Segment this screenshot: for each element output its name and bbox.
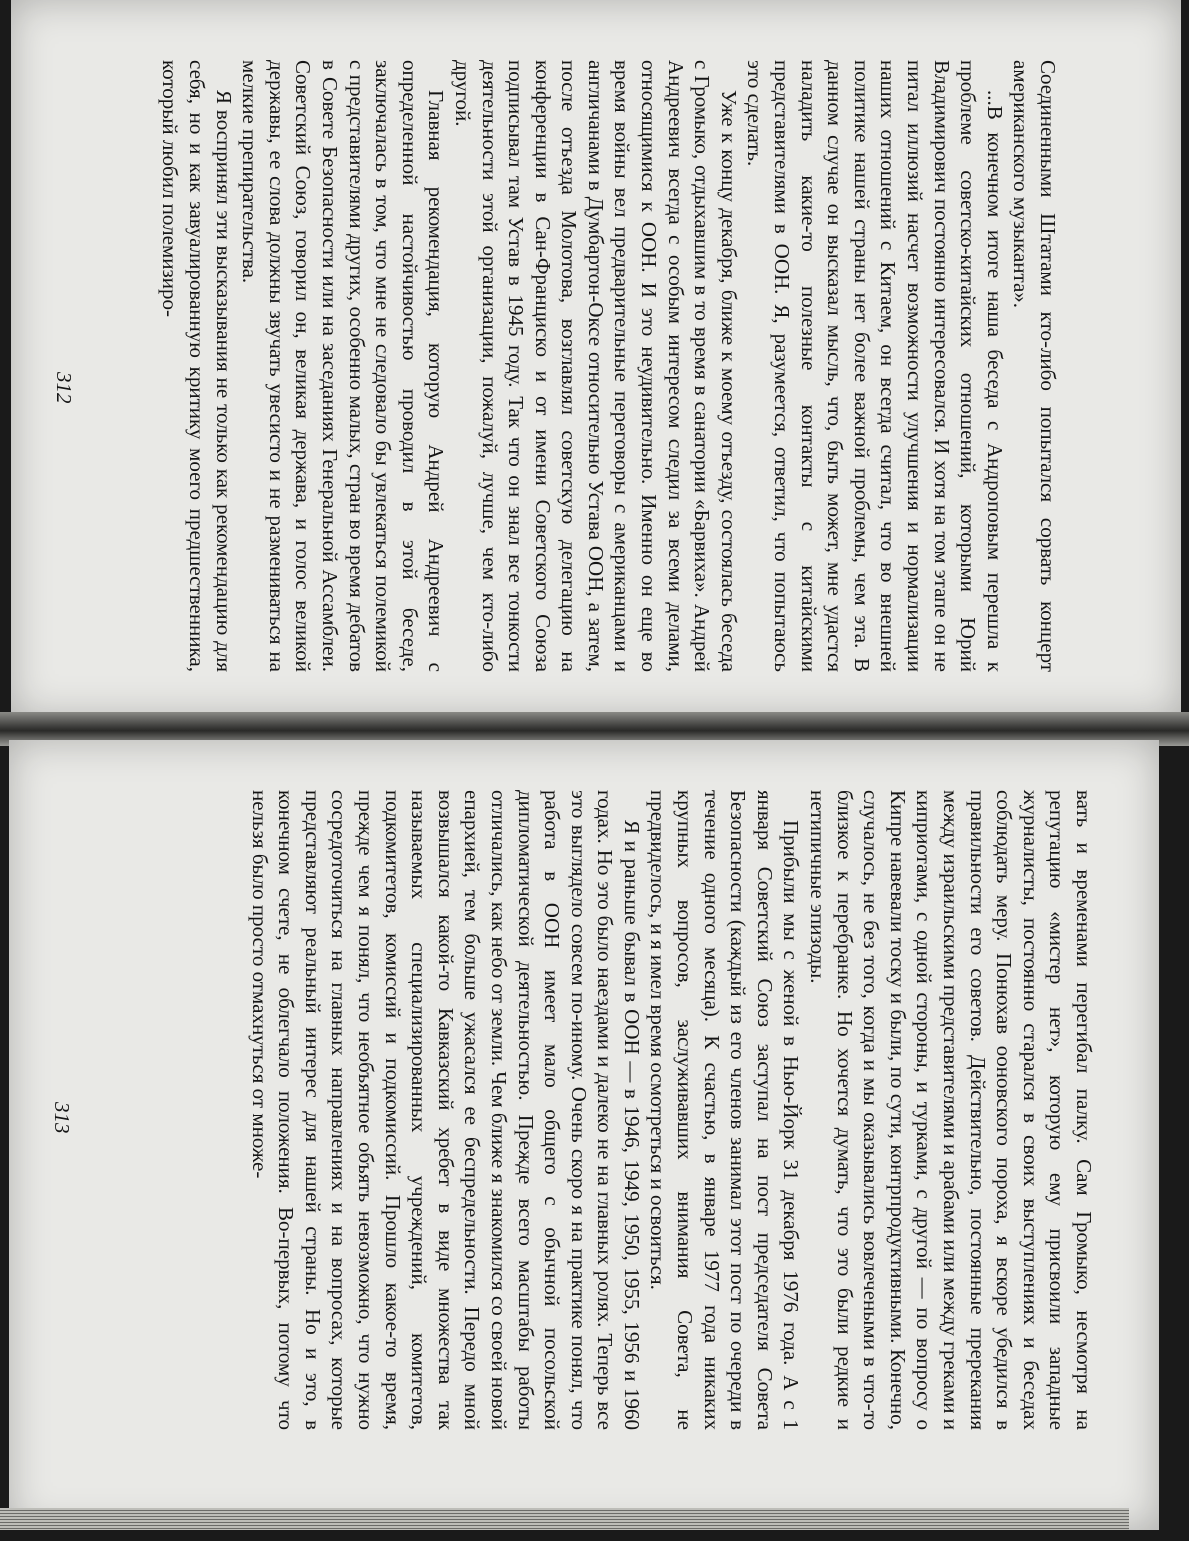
paragraph: Я и раньше бывал в ООН — в 1946, 1949, 1950, 1955, 1956 и 1960 годах. Но это было наездами и далеко не на главных ролях. Теперь все это выглядело совсем по-иному. Очень скоро я на практике понял, что работа в ООН имеет мало общего с обычной посольской дипломатической деятельностью. Прежде всего масштабы работы отличались, как небо от земли. Чем ближе я знакомился со своей новой епархией, тем больше ужасался ее беспредельности. Передо мной возвышался какой-то Кавказский хребет в виде множества так называемых специализированных учреждений, комитетов, подкомитетов, комиссий и подкомиссий. Прошло какое-то время, прежде чем я понял, что необъятное объять невозможно, что нужно сосредоточиться на главных направлениях и на вопросах, которые представляют реальный интерес для нашей страны. Но и это, в конечном счете, не облегчало положения. Во-первых, потому что нельзя было просто отмахнуться от множе- [247, 790, 644, 1430]
page-number: 312 [52, 372, 76, 404]
paragraph: Соединенными Штатами кто-либо попытался сорвать концерт американского музыканта». [1009, 60, 1060, 672]
paragraph: Уже к концу декабря, ближе к моему отъезду, состоялась беседа с Громыко, отдыхавшим в то время в санатории «Барвиха». Андрей Андреевич всегда с особым интересом следил за всеми делами, относящимися к ООН. И это неудивительно. Именно он еще во время войны вел предварительные переговоры с американцами и англичанами в Думбартон-Оксе относительно Устава ООН, а затем, после отъезда Молотова, возглавлял советскую делегацию на конференции в Сан-Франциско и от имени Советского Союза подписывал там Устав в 1945 году. Так что он знал все тонкости деятельности этой организации, пожалуй, лучше, чем кто-либо другой. [450, 60, 741, 672]
paragraph: вать и временами перегибал палку. Сам Громыко, несмотря на репутацию «мистер нет», которую ему присвоили западные журналисты, постоянно старался в своих выступлениях и беседах соблюдать меру. Понюхав ооновского пороха, я вскоре убедился в правильности его советов. Действительно, постоянные пререкания между израильскими представителями и арабами или между греками и киприотами, с одной стороны, и турками, с другой — по вопросу о Кипре навевали тоску и были, по сути, контрпродуктивными. Конечно, случалось, не без того, когда и мы оказывались вовлечеными в что-то близкое к перебранке. Но хочется думать, что это были редкие и нетипичные эпизоды. [806, 790, 1096, 1430]
paragraph: ...В конечном итоге наша беседа с Андроповым перешла к проблеме советско-китайских отношений, которыми Юрий Владимирович постоянно интересовался. И хотя на том этапе он не питал иллюзий насчет возможности улучшения и нормализации наших отношений с Китаем, он всегда считал, что во внешней политике нашей страны нет более важной проблемы, чем эта. В данном случае он высказал мысль, что, быть может, мне удастся наладить какие-то полезные контакты с китайскими представителями в ООН. Я, разумеется, ответил, что попытаюсь это сделать. [743, 60, 1007, 672]
left-page-text [157, 60, 1061, 672]
paragraph: Главная рекомендация, которую Андрей Андреевич с определенной настойчивостью проводил в этой беседе, заключалась в том, что мне не следовало бы увлекаться полемикой с представителями других, особенно малых, стран во время дебатов в Совете Безопасности или на заседаниях Генеральной Ассамблеи. Советский Союз, говорил он, великая держава, и голос великой державы, ее слова должны звучать увесисто и не размениваться на мелкие препирательства. [238, 60, 449, 672]
right-page [9, 740, 1159, 1530]
page-number: 313 [50, 1102, 74, 1134]
paragraph: Прибыли мы с женой в Нью-Йорк 31 декабря 1976 года. А с 1 января Советский Союз заступал на пост председателя Совета Безопасности (каждый из его членов занимал этот пост по очереди в течение одного месяца). К счастью, в январе 1977 года никаких крупных вопросов, заслуживавших внимания Совета, не предвиделось, и я имел время осмотреться и освоиться. [646, 790, 804, 1430]
left-page [11, 0, 1181, 718]
right-page-text [246, 790, 1097, 1430]
paragraph: Я воспринял эти высказывания не только как рекомендацию для себя, но и как завуалированную критику моего предшественника, который любил полемизиро- [158, 60, 236, 672]
page-edges [0, 1508, 1129, 1530]
